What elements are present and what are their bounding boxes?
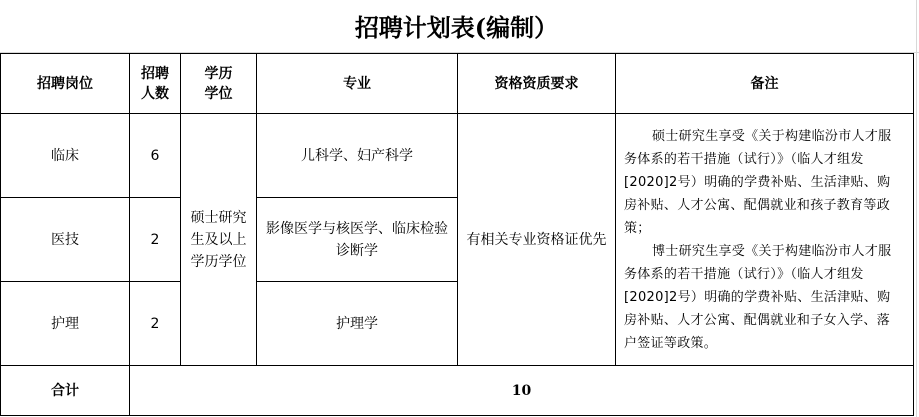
major-cell: 影像医学与核医学、临床检验诊断学 [257,198,458,282]
table-row [1,114,914,198]
count-cell: 2 [130,282,181,366]
note-paragraph: 硕士研究生享受《关于构建临汾市人才服务体系的若干措施（试行）》（临人才组发[2020]2号）明确的学费补贴、生活津贴、购房补贴、人才公寓、配偶就业和孩子教育等政策； [624,128,892,236]
position-cell: 医技 [1,198,130,282]
major-cell: 儿科学、妇产科学 [257,114,458,198]
hiring-plan-table [0,53,914,416]
header-major: 专业 [257,54,458,114]
count-cell: 2 [130,198,181,282]
header-qualification: 资格资质要求 [458,54,616,114]
position-cell: 临床 [1,114,130,198]
total-value: 10 [130,366,914,416]
total-row [1,366,914,416]
header-education: 学历学位 [181,54,257,114]
count-cell: 6 [130,114,181,198]
qualification-cell: 有相关专业资格证优先 [458,114,616,366]
header-row [1,54,914,114]
header-notes: 备注 [616,54,914,114]
position-cell: 护理 [1,282,130,366]
page-title: 招聘计划表(编制） [354,12,559,42]
major-cell: 护理学 [257,282,458,366]
note-paragraph: 博士研究生享受《关于构建临汾市人才服务体系的若干措施（试行）》（临人才组发[2020]2号）明确的学费补贴、生活津贴、购房补贴、人才公寓、配偶就业和子女入学、落户签证等政策。 [624,243,892,351]
notes-cell [616,114,914,366]
header-count: 招聘人数 [130,54,181,114]
gridline [916,0,917,417]
header-position: 招聘岗位 [1,54,130,114]
education-cell: 硕士研究生及以上学历学位 [181,114,257,366]
total-label: 合计 [1,366,130,416]
